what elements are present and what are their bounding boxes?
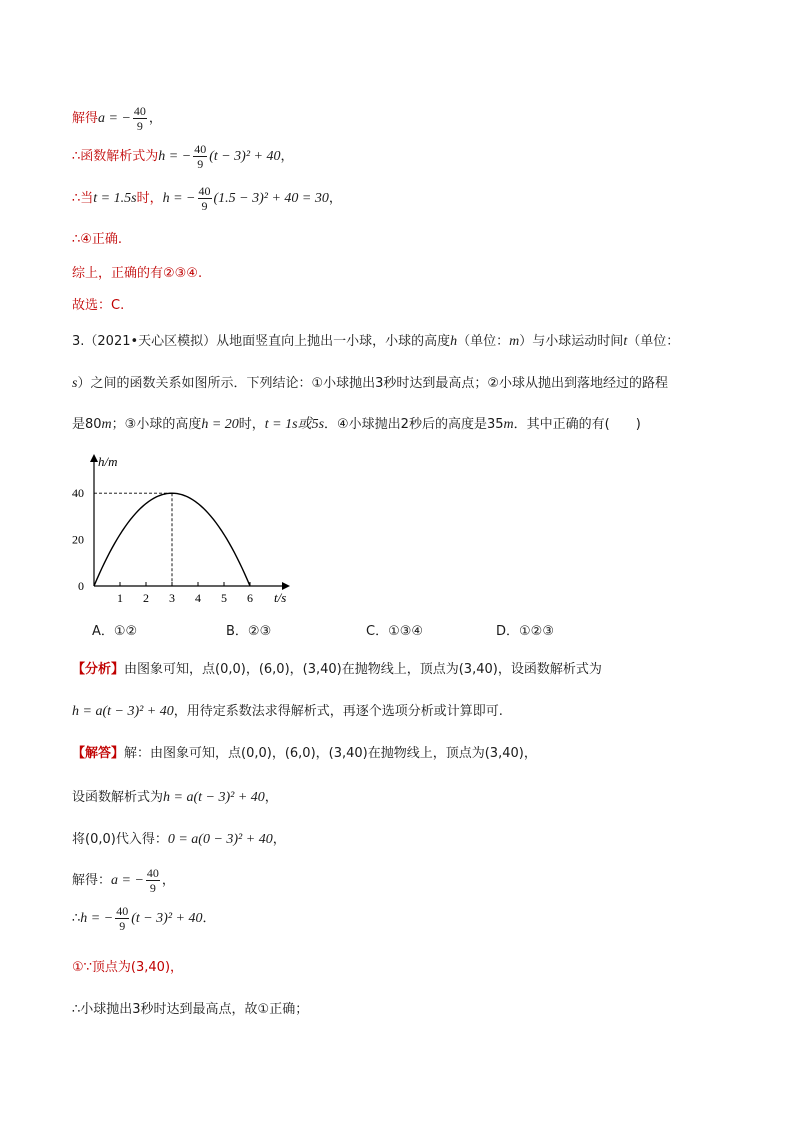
answer-line-6: ①∵顶点为(3,40)， — [72, 960, 184, 975]
fraction: $\frac{40}{9}$ — [146, 866, 159, 895]
x-axis-label: t/s — [274, 590, 287, 605]
x-tick-label: 2 — [143, 591, 149, 605]
x-tick-label: 4 — [195, 591, 201, 605]
question-line-1: 3.（2021•天心区模拟）从地面竖直向上抛出一小球，小球的高度h（单位：m）与小球运动时间t（单位： — [72, 334, 680, 349]
parabola-chart — [70, 450, 300, 610]
answer-line-7: ∴小球抛出3秒时达到最高点，故①正确； — [72, 1002, 309, 1017]
solve-a-line: 解得a = − $\frac{40}{9}$ ， — [72, 104, 162, 133]
x-tick-label: 1 — [117, 591, 123, 605]
option-a[interactable]: A．①② — [92, 624, 138, 639]
x-tick-label: 3 — [169, 591, 175, 605]
answer-line-1: 【解答】解：由图象可知，点(0,0)，(6,0)，(3,40)在抛物线上，顶点为(3,40)， — [72, 746, 537, 761]
when-line: ∴当t = 1.5s时，h = − $\frac{40}{9}$ (1.5 − 3)² + 40 = 30， — [72, 184, 342, 213]
function-line: ∴函数解析式为h = − $\frac{40}{9}$ (t − 3)² + 40， — [72, 142, 294, 171]
option-b[interactable]: B．②③ — [226, 624, 272, 639]
option-c[interactable]: C．①③④ — [366, 624, 424, 639]
fraction: $\frac{40}{9}$ — [133, 104, 146, 133]
correct-4-line: ∴④正确. — [72, 232, 123, 247]
question-line-2: s）之间的函数关系如图所示．下列结论：①小球抛出3秒时达到最高点；②小球从抛出到落地经过的路程 — [72, 376, 669, 391]
question-line-3: 是80m；③小球的高度h = 20时，t = 1s或5s．④小球抛出2秒后的高度是35m．其中正确的有( ) — [72, 417, 641, 432]
y-axis-label: h/m — [98, 454, 118, 469]
summary-line: 综上，正确的有②③④. — [72, 266, 203, 281]
y-tick-label: 20 — [72, 532, 84, 547]
fraction: $\frac{40}{9}$ — [116, 904, 129, 933]
fraction: $\frac{40}{9}$ — [194, 142, 207, 171]
answer-line-4: 解得：a = − $\frac{40}{9}$ ， — [72, 866, 175, 895]
y-tick-label: 40 — [72, 486, 84, 501]
x-tick-label: 5 — [221, 591, 227, 605]
x-tick-label: 6 — [247, 591, 253, 605]
fraction: $\frac{40}{9}$ — [198, 184, 211, 213]
answer-line-2: 设函数解析式为h = a(t − 3)² + 40， — [72, 790, 278, 805]
analysis-line-2: h = a(t − 3)² + 40，用待定系数法求得解析式，再逐个选项分析或计算即可. — [72, 704, 503, 719]
option-d[interactable]: D．①②③ — [496, 624, 554, 639]
choose-line: 故选：C. — [72, 298, 125, 313]
answer-line-3: 将(0,0)代入得：0 = a(0 − 3)² + 40， — [72, 832, 286, 847]
analysis-line-1: 【分析】由图象可知，点(0,0)，(6,0)，(3,40)在抛物线上，顶点为(3,40)，设函数解析式为 — [72, 662, 602, 677]
y-axis-arrow — [90, 454, 98, 462]
answer-line-5: ∴h = − $\frac{40}{9}$ (t − 3)² + 40． — [72, 904, 216, 933]
x-axis-arrow — [282, 582, 290, 590]
y-tick-label: 0 — [78, 579, 84, 593]
